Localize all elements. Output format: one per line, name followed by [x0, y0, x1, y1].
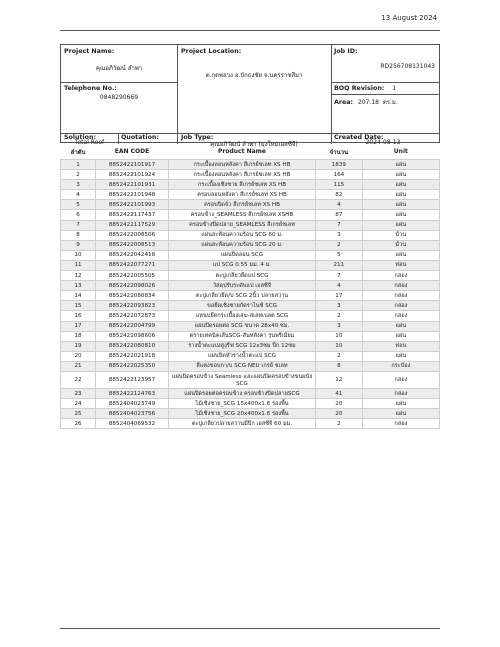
table-row: [61, 200, 440, 210]
table-row: [61, 190, 440, 200]
cell-product: แผ่นสะท้อนความร้อน SCG 60 ม.: [168, 230, 315, 240]
cell-index: 4: [61, 190, 96, 200]
cell-qty: 3: [316, 301, 363, 311]
created-date-label: Created Date:: [334, 134, 384, 141]
cell-qty: 2: [316, 311, 363, 321]
cell-ean: 8852422123957: [96, 371, 169, 388]
cell-index: 10: [61, 250, 96, 260]
cell-index: 19: [61, 341, 96, 351]
cell-index: 7: [61, 220, 96, 230]
cell-product: แผ่นปิดหัวรางน้ำตะแบ่ SCG: [168, 351, 315, 361]
cell-qty: 82: [316, 190, 363, 200]
solution-value: Total Roof: [74, 139, 105, 146]
cell-product: ตรายเทคนิคเส้นSCG-สันหลังคา รุ่นพรีเมียม: [168, 331, 315, 341]
job-type-value: คุณอภิวัฒน์ ลำพา (มุงใหม่เอสซีจี): [210, 141, 298, 148]
cell-product: กระเบื้องลอนหลังคา สีเกรย์ชเลท XS HB: [168, 160, 315, 170]
cell-unit: กล่อง: [362, 419, 439, 429]
bottom-divider: [60, 628, 440, 629]
quotation-label: Quotation:: [121, 134, 159, 141]
cell-unit: กล่อง: [362, 301, 439, 311]
cell-unit: กล่อง: [362, 291, 439, 301]
project-location-label: Project Location:: [181, 48, 242, 55]
cell-index: 3: [61, 180, 96, 190]
telephone-value: 0848290669: [99, 94, 139, 101]
cell-product: ครอบปิดจั่ว สีเกรย์ชเลท XS HB: [168, 200, 315, 210]
cell-ean: 8852422080834: [96, 291, 169, 301]
table-row: [61, 240, 440, 250]
cell-qty: 17: [316, 291, 363, 301]
cell-unit: แผ่น: [362, 210, 439, 220]
cell-ean: 8852422093823: [96, 301, 169, 311]
cell-product: ตะปูเกลียวยึดแป SCG: [168, 271, 315, 281]
cell-unit: ท่อน: [362, 260, 439, 270]
cell-unit: กล่อง: [362, 271, 439, 281]
cell-qty: 164: [316, 170, 363, 180]
cell-unit: กล่อง: [362, 371, 439, 388]
cell-qty: 12: [316, 371, 363, 388]
col-header-index: ลำดับ: [70, 148, 86, 156]
cell-ean: 8852422004799: [96, 321, 169, 331]
table-row: [61, 399, 440, 409]
product-table: [60, 144, 440, 429]
cell-qty: 20: [316, 409, 363, 419]
cell-unit: แผ่น: [362, 321, 439, 331]
area-value: 207.18: [357, 99, 379, 106]
col-header-ean: EAN CODE: [114, 148, 150, 155]
cell-unit: กระป๋อง: [362, 361, 439, 371]
table-header-row: [61, 144, 440, 160]
col-header-product: Product Name: [218, 148, 266, 155]
job-id-label: Job ID:: [334, 48, 358, 55]
header-divider: [118, 133, 119, 144]
cell-product: แผ่นปิดลอน SCG: [168, 250, 315, 260]
cell-unit: แผ่น: [362, 399, 439, 409]
cell-ean: 8852422072873: [96, 311, 169, 321]
cell-product: แผ่นปิดครอบข้าง Seamless และแผ่นปิดครอบข้างขนผนัง SCG: [168, 371, 315, 388]
cell-index: 2: [61, 170, 96, 180]
table-row: [61, 260, 440, 270]
cell-unit: กล่อง: [362, 311, 439, 321]
cell-index: 20: [61, 351, 96, 361]
cell-unit: แผ่น: [362, 331, 439, 341]
table-row: [61, 230, 440, 240]
cell-product: ครอบข้างปิดปลาย_SEAMLESS สีเกรย์ชเลท: [168, 220, 315, 230]
cell-qty: 2: [316, 419, 363, 429]
cell-qty: 1839: [316, 160, 363, 170]
table-row: [61, 341, 440, 351]
area-unit: ตร.ม.: [382, 99, 398, 106]
cell-ean: 8852422101931: [96, 180, 169, 190]
table-row: [61, 301, 440, 311]
telephone-label: Telephone No.:: [64, 85, 117, 92]
cell-qty: 211: [316, 260, 363, 270]
header-divider: [331, 94, 439, 95]
cell-ean: 8852422008506: [96, 230, 169, 240]
cell-unit: แผ่น: [362, 200, 439, 210]
cell-ean: 8852422117437: [96, 210, 169, 220]
cell-index: 25: [61, 409, 96, 419]
cell-index: 5: [61, 200, 96, 210]
cell-qty: 7: [316, 271, 363, 281]
cell-unit: ท่อน: [362, 341, 439, 351]
table-row: [61, 311, 440, 321]
area: [334, 97, 398, 107]
boq-revision: [334, 85, 396, 92]
cell-ean: 8852422025350: [96, 361, 169, 371]
boq-revision-value: 1: [392, 85, 397, 92]
cell-qty: 41: [316, 388, 363, 398]
cell-qty: 87: [316, 210, 363, 220]
cell-product: กระเบื้องลอนหลังคา สีเกรย์ชเลท XS HB: [168, 170, 315, 180]
cell-index: 16: [61, 311, 96, 321]
table-row: [61, 361, 440, 371]
cell-unit: แผ่น: [362, 409, 439, 419]
cell-index: 13: [61, 281, 96, 291]
table-row: [61, 351, 440, 361]
cell-index: 8: [61, 230, 96, 240]
table-row: [61, 331, 440, 341]
job-type-label: Job Type:: [181, 134, 214, 141]
project-header-box: [60, 44, 440, 148]
table-row: [61, 321, 440, 331]
table-row: [61, 371, 440, 388]
cell-ean: 8852422101924: [96, 170, 169, 180]
cell-unit: แผ่น: [362, 220, 439, 230]
cell-index: 9: [61, 240, 96, 250]
cell-ean: 8852422098026: [96, 281, 169, 291]
table-row: [61, 409, 440, 419]
cell-index: 24: [61, 399, 96, 409]
cell-qty: 10: [316, 331, 363, 341]
col-header-qty: จำนวน: [329, 148, 349, 156]
table-row: [61, 220, 440, 230]
cell-index: 21: [61, 361, 96, 371]
cell-product: ไม้เชิงชาย_SCG 15x400x1.6 ร่องพื้น: [168, 399, 315, 409]
cell-index: 17: [61, 321, 96, 331]
cell-ean: 8852404069532: [96, 419, 169, 429]
header-divider: [331, 82, 439, 83]
cell-qty: 8: [316, 361, 363, 371]
cell-qty: 4: [316, 200, 363, 210]
cell-product: รางน้ำตะแบ่งสูงุรีฟ SCG 12x3ซม ปีก 12ซม: [168, 341, 315, 351]
cell-product: แหนบยึดกระเบื้องเสฆ-สเลทเบลต SCG: [168, 311, 315, 321]
cell-unit: ม้วน: [362, 240, 439, 250]
table-row: [61, 170, 440, 180]
cell-ean: 8852404023749: [96, 399, 169, 409]
solution-label: Solution:: [64, 134, 96, 141]
cell-product: ครอบลอนหลังคา สีเกรย์ชเลท XS HB: [168, 190, 315, 200]
cell-product: แผ่นสะท้อนความร้อน SCG 20 ม.: [168, 240, 315, 250]
cell-ean: 8852404023756: [96, 409, 169, 419]
cell-ean: 8852422124763: [96, 388, 169, 398]
cell-unit: แผ่น: [362, 190, 439, 200]
cell-index: 15: [61, 301, 96, 311]
cell-ean: 8852422077271: [96, 260, 169, 270]
cell-index: 23: [61, 388, 96, 398]
cell-index: 22: [61, 371, 96, 388]
table-row: [61, 250, 440, 260]
cell-ean: 8852422098606: [96, 331, 169, 341]
table-row: [61, 160, 440, 170]
cell-index: 12: [61, 271, 96, 281]
cell-qty: 7: [316, 220, 363, 230]
project-name-value: คุณอภิวัฒน์ ลำพา: [95, 65, 143, 72]
cell-unit: ม้วน: [362, 230, 439, 240]
created-date-value: 2024-08-13: [365, 139, 401, 146]
cell-ean: 8852422021918: [96, 351, 169, 361]
cell-product: ตะปูเกลียวยึด/บ SCG 2นิ้ว ปลายสว่าน: [168, 291, 315, 301]
cell-unit: แผ่น: [362, 351, 439, 361]
table-row: [61, 210, 440, 220]
cell-qty: 115: [316, 180, 363, 190]
cell-index: 11: [61, 260, 96, 270]
report-date: 13 August 2024: [381, 14, 437, 22]
table-row: [61, 180, 440, 190]
cell-qty: 2: [316, 240, 363, 250]
cell-index: 14: [61, 291, 96, 301]
cell-product: ขอยึดเชิงชายกัดราไนซ์ SCG: [168, 301, 315, 311]
cell-product: แผ่นปิดรอยต่อ SCG ขนาด 28x40 ซม.: [168, 321, 315, 331]
cell-ean: 8852422101948: [96, 190, 169, 200]
cell-ean: 8852422080810: [96, 341, 169, 351]
cell-unit: แผ่น: [362, 180, 439, 190]
cell-unit: แผ่น: [362, 160, 439, 170]
cell-product: สีแต่งขอบกา/บ SCG NEU เกรย์ ชเลท: [168, 361, 315, 371]
cell-qty: 20: [316, 399, 363, 409]
boq-revision-label: BOQ Revision:: [334, 85, 385, 92]
cell-product: ไม้เชิงชาย_SCG 20x400x1.6 ร่องพื้น: [168, 409, 315, 419]
cell-index: 6: [61, 210, 96, 220]
cell-product: ตะปูเกลียวปลายสว่านมีปีก เอสซีจี 60 มม.: [168, 419, 315, 429]
cell-product: แผ่นปิดรอยต่อครอบข้าง ครอบข้างปิดปลายSCG: [168, 388, 315, 398]
cell-product: แป SCG 0.55 มม. 4 ม.: [168, 260, 315, 270]
cell-unit: กล่อง: [362, 281, 439, 291]
cell-qty: 10: [316, 341, 363, 351]
cell-index: 18: [61, 331, 96, 341]
cell-unit: แผ่น: [362, 250, 439, 260]
header-divider: [61, 82, 177, 83]
cell-unit: กล่อง: [362, 388, 439, 398]
area-label: Area:: [334, 99, 354, 106]
project-location-value: ต.กุดพลวง อ.ปักธงชัย จ.นครราชสีมา: [205, 72, 303, 79]
cell-product: วัสดุปรับระดับแป เอสซีจี: [168, 281, 315, 291]
job-id-value: RD256708131043: [380, 63, 435, 70]
top-divider: [60, 30, 440, 31]
table-row: [61, 281, 440, 291]
cell-index: 26: [61, 419, 96, 429]
cell-ean: 8852422042418: [96, 250, 169, 260]
cell-product: กระเบื้องเชิงชาย สีเกรย์ชเลท XS HB: [168, 180, 315, 190]
cell-ean: 8852422005505: [96, 271, 169, 281]
cell-index: 1: [61, 160, 96, 170]
cell-qty: 5: [316, 250, 363, 260]
cell-qty: 2: [316, 351, 363, 361]
project-name-label: Project Name:: [64, 48, 115, 55]
cell-ean: 8852422117529: [96, 220, 169, 230]
table-row: [61, 271, 440, 281]
table-row: [61, 388, 440, 398]
col-header-unit: Unit: [393, 148, 408, 155]
cell-qty: 4: [316, 281, 363, 291]
cell-qty: 3: [316, 321, 363, 331]
table-row: [61, 291, 440, 301]
table-row: [61, 419, 440, 429]
cell-ean: 8852422008513: [96, 240, 169, 250]
cell-ean: 8852422101917: [96, 160, 169, 170]
cell-product: ครอบข้าง_SEAMLESS สีเกรย์ชเลท XSHB: [168, 210, 315, 220]
cell-qty: 3: [316, 230, 363, 240]
cell-ean: 8852422101993: [96, 200, 169, 210]
header-divider: [177, 45, 178, 133]
cell-unit: แผ่น: [362, 170, 439, 180]
